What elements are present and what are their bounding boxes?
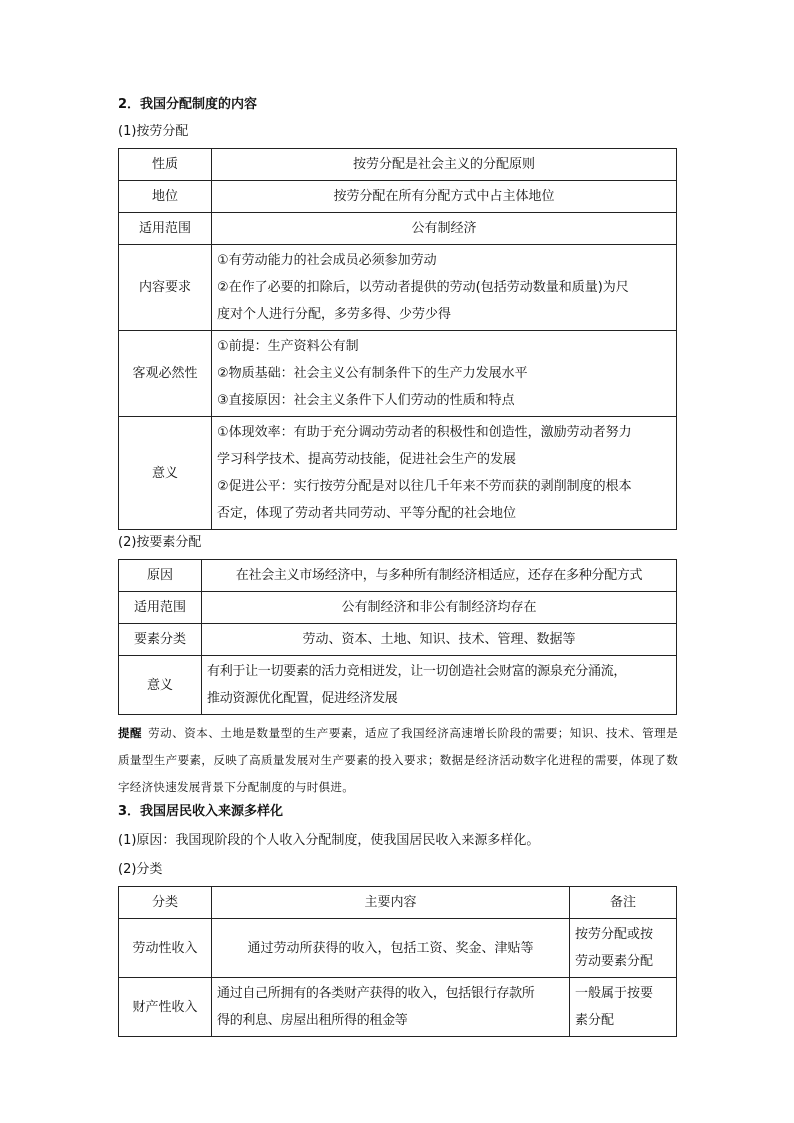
content-line: 否定，体现了劳动者共同劳动、平等分配的社会地位 (217, 506, 517, 521)
tip-text: 劳动、资本、土地是数量型的生产要素，适应了我国经济高速增长阶段的需要；知识、技术、管理是质量型生产要素，反映了高质量发展对生产要素的投入要求；数据是经济活动数字化进程的需要，体现了数字经济快速发展背景下分配制度的与时俱进。 (118, 726, 678, 794)
note-line: 劳动要素分配 (575, 954, 654, 969)
row-label: 适用范围 (119, 592, 202, 624)
tip-paragraph (118, 720, 678, 801)
table-row (119, 417, 677, 530)
row-note (570, 978, 677, 1037)
row-label: 适用范围 (119, 213, 212, 245)
row-content: 公有制经济 (212, 213, 677, 245)
table-row (119, 560, 677, 592)
content-line: ①前提：生产资料公有制 (217, 339, 359, 354)
note-line: 一般属于按要 (575, 986, 654, 1001)
labor-distribution-table (118, 148, 677, 530)
content-line: ②物质基础：社会主义公有制条件下的生产力发展水平 (217, 366, 528, 381)
row-content (212, 245, 677, 331)
table-row (119, 592, 677, 624)
row-label: 原因 (119, 560, 202, 592)
row-content (202, 656, 677, 715)
subheading-factor-distribution: (2)按要素分配 (118, 535, 202, 550)
table-row (119, 978, 677, 1037)
table-row (119, 919, 677, 978)
row-content: 在社会主义市场经济中，与多种所有制经济相适应，还存在多种分配方式 (202, 560, 677, 592)
row-label: 要素分类 (119, 624, 202, 656)
row-content: 按劳分配是社会主义的分配原则 (212, 149, 677, 181)
subheading-classification: (2)分类 (118, 862, 163, 877)
row-label: 意义 (119, 417, 212, 530)
row-note (570, 919, 677, 978)
row-content (212, 417, 677, 530)
table-row (119, 245, 677, 331)
content-line: 得的利息、房屋出租所得的租金等 (217, 1013, 408, 1028)
row-content (212, 331, 677, 417)
content-line: ②在作了必要的扣除后，以劳动者提供的劳动(包括劳动数量和质量)为尺 (217, 280, 629, 295)
content-line: 有利于让一切要素的活力竞相迸发，让一切创造社会财富的源泉充分涌流， (207, 664, 627, 679)
row-content: 公有制经济和非公有制经济均存在 (202, 592, 677, 624)
row-label: 劳动性收入 (119, 919, 212, 978)
table-row (119, 213, 677, 245)
row-content: 劳动、资本、土地、知识、技术、管理、数据等 (202, 624, 677, 656)
content-line: ①有劳动能力的社会成员必须参加劳动 (217, 253, 437, 268)
content-line: 通过自己所拥有的各类财产获得的收入，包括银行存款所 (217, 986, 535, 1001)
column-header: 主要内容 (212, 887, 570, 919)
row-label: 地位 (119, 181, 212, 213)
row-content (212, 978, 570, 1037)
content-line: 度对个人进行分配，多劳多得、少劳少得 (217, 307, 452, 322)
content-line: 学习科学技术、提高劳动技能，促进社会生产的发展 (217, 452, 517, 467)
row-label: 意义 (119, 656, 202, 715)
content-line: 推动资源优化配置，促进经济发展 (207, 691, 398, 706)
section-3-title: 3．我国居民收入来源多样化 (118, 804, 284, 819)
income-classification-table (118, 886, 677, 1037)
row-content: 通过劳动所获得的收入，包括工资、奖金、津贴等 (212, 919, 570, 978)
row-label: 内容要求 (119, 245, 212, 331)
row-content: 按劳分配在所有分配方式中占主体地位 (212, 181, 677, 213)
section-2-title: 2．我国分配制度的内容 (118, 97, 258, 112)
table-row (119, 149, 677, 181)
subheading-labor-distribution: (1)按劳分配 (118, 124, 189, 139)
table-row (119, 181, 677, 213)
table-row (119, 331, 677, 417)
table-header-row (119, 887, 677, 919)
content-line: ①体现效率：有助于充分调动劳动者的积极性和创造性，激励劳动者努力 (217, 425, 632, 440)
table-row (119, 656, 677, 715)
row-label: 财产性收入 (119, 978, 212, 1037)
content-line: ③直接原因：社会主义条件下人们劳动的性质和特点 (217, 393, 515, 408)
row-label: 性质 (119, 149, 212, 181)
column-header: 分类 (119, 887, 212, 919)
note-line: 素分配 (575, 1013, 615, 1028)
row-label: 客观必然性 (119, 331, 212, 417)
tip-label: 提醒 (118, 726, 143, 740)
content-line: ②促进公平：实行按劳分配是对以往几千年来不劳而获的剥削制度的根本 (217, 479, 632, 494)
income-reason: (1)原因：我国现阶段的个人收入分配制度，使我国居民收入来源多样化。 (118, 833, 540, 848)
table-row (119, 624, 677, 656)
note-line: 按劳分配或按 (575, 927, 654, 942)
factor-distribution-table (118, 559, 677, 715)
column-header: 备注 (570, 887, 677, 919)
